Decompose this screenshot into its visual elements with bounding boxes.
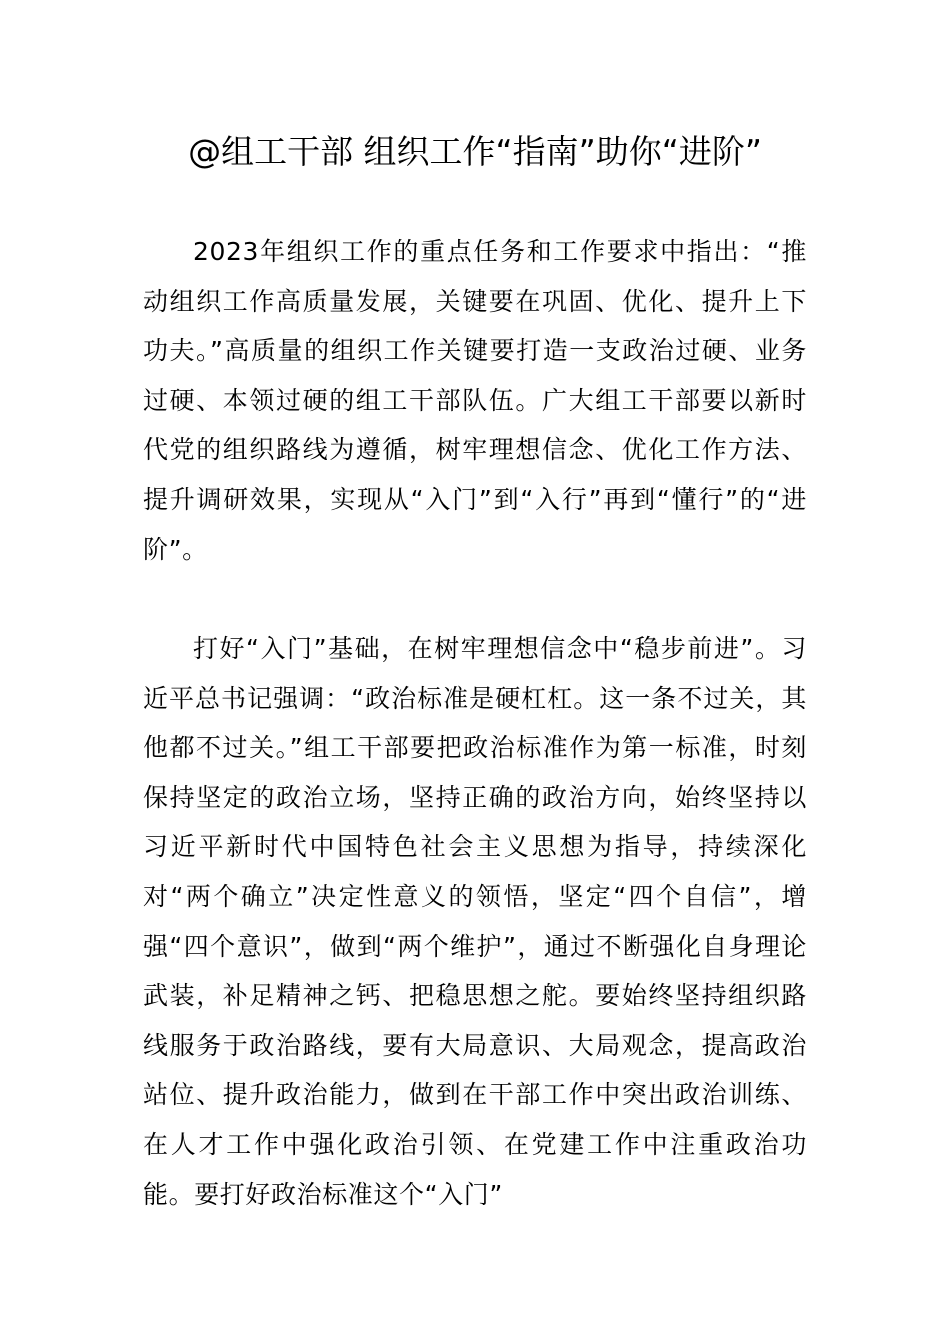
document-title: @组工干部 组织工作“指南”助你“进阶” [188, 132, 762, 171]
paragraph-intro: 2023年组织工作的重点任务和工作要求中指出：“推动组织工作高质量发展，关键要在巩固、优化、提升上下功夫。”高质量的组织工作关键要打造一支政治过硬、业务过硬、本领过硬的组工干部队伍。广大组工干部要以新时代党的组织路线为遵循，树牢理想信念、优化工作方法、提升调研效果，实现从“入门”到“入行”再到“懂行”的“进阶”。 [143, 237, 807, 564]
paragraph-section-one: 打好“入门”基础，在树牢理想信念中“稳步前进”。习近平总书记强调：“政治标准是硬杠杠。这一条不过关，其他都不过关。”组工干部要把政治标准作为第一标准，时刻保持坚定的政治立场，坚持正确的政治方向，始终坚持以习近平新时代中国特色社会主义思想为指导，持续深化对“两个确立”决定性意义的领悟，坚定“四个自信”，增强“四个意识”，做到“两个维护”，通过不断强化自身理论武装，补足精神之钙、把稳思想之舵。要始终坚持组织路线服务于政治路线，要有大局意识、大局观念，提高政治站位、提升政治能力，做到在干部工作中突出政治训练、在人才工作中强化政治引领、在党建工作中注重政治功能。要打好政治标准这个“入门” [143, 634, 807, 1209]
